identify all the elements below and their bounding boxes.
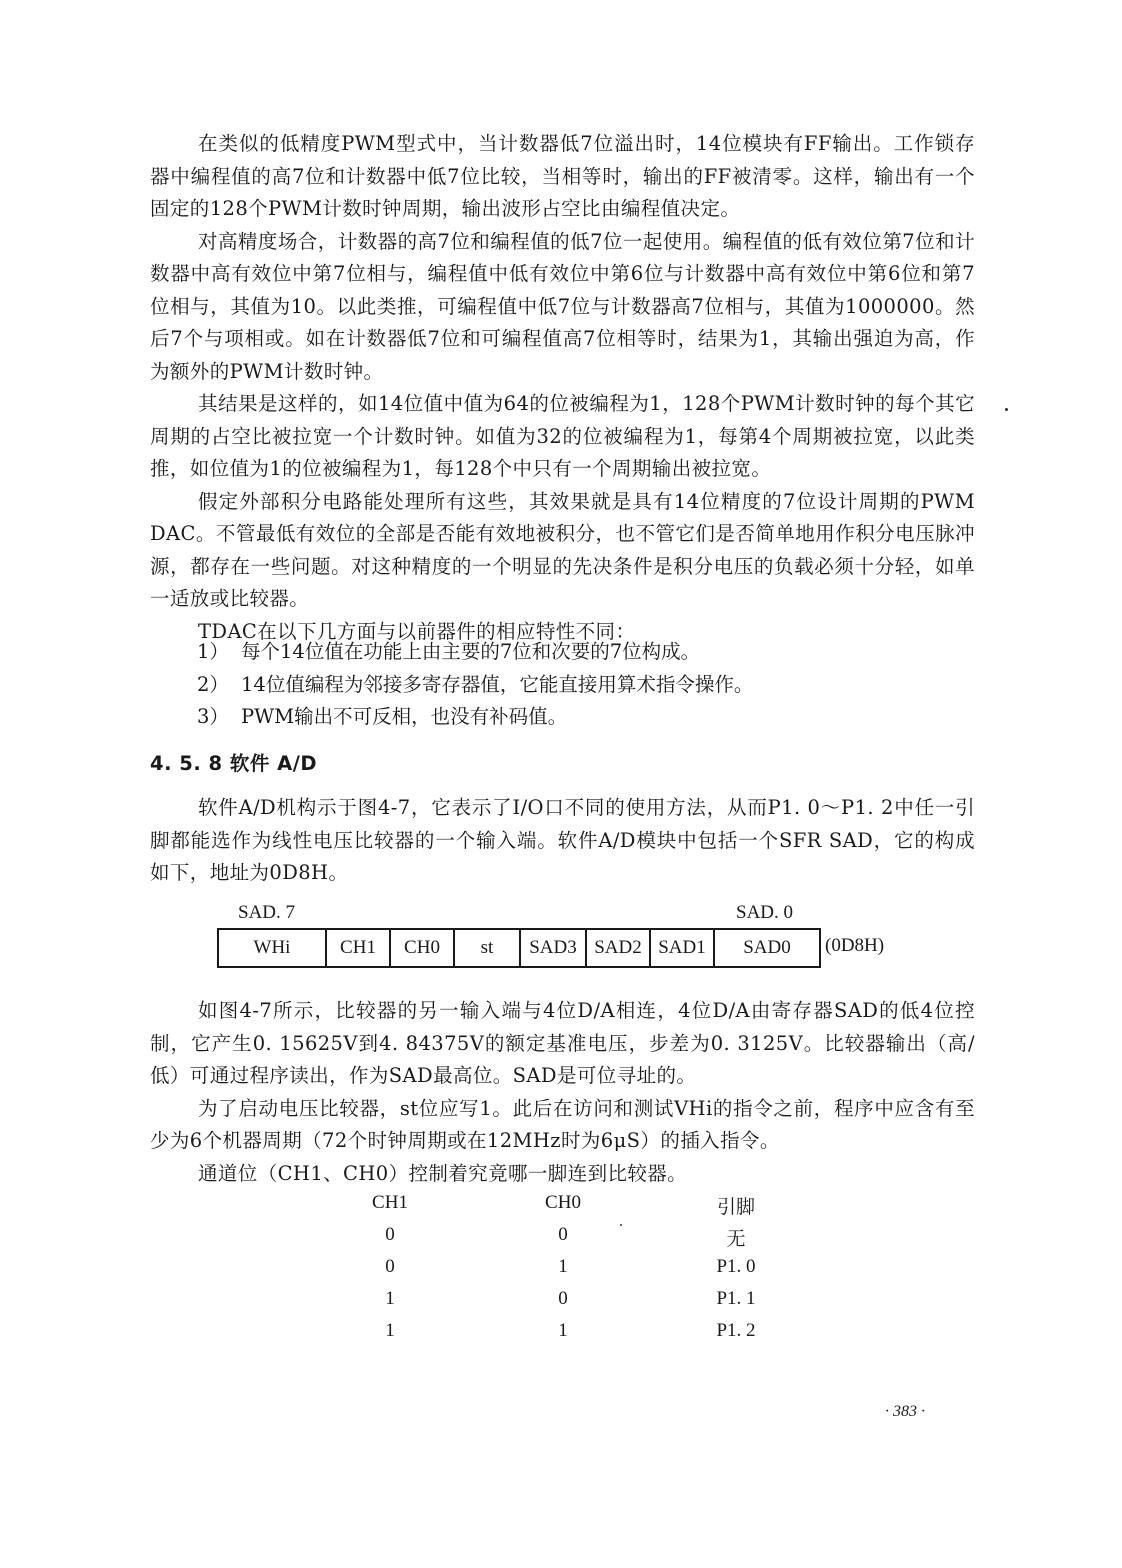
list-item-number: 2） (197, 672, 229, 696)
table-header-cell: CH1 (372, 1192, 408, 1213)
paragraph: 假定外部积分电路能处理所有这些，其效果就是具有14位精度的7位设计周期的PWM DAC。不管最低有效位的全部是否能有效地被积分，也不管它们是否简单地用作积分电压脉冲源，都存在一些问题。对这种精度的一个明显的先决条件是积分电压的负载必须十分轻，如单一适放或比较器。 (150, 489, 995, 610)
list-item (197, 669, 977, 702)
paragraph: 通道位（CH1、CH0）控制着究竟哪一脚连到比较器。 (198, 1161, 688, 1185)
table-cell: 0 (385, 1224, 395, 1245)
table-cell: 1 (385, 1288, 395, 1309)
register-cell: SAD1 (650, 929, 714, 967)
body-text-bottom (150, 995, 975, 1190)
body-text-top (150, 128, 995, 648)
table-cell: 0 (558, 1288, 568, 1309)
register-cell: SAD3 (520, 929, 586, 967)
register-cell: CH0 (390, 929, 454, 967)
feature-list (197, 636, 977, 734)
register-cell: SAD0 (714, 929, 820, 967)
table-cell: 1 (558, 1256, 568, 1277)
table-cell: 1 (385, 1320, 395, 1341)
table-cell: P1. 2 (716, 1320, 756, 1341)
register-cell: st (454, 929, 520, 967)
page-number: · 383 · (885, 1403, 925, 1420)
scan-speck (620, 1224, 622, 1226)
paragraph: 其结果是这样的，如14位值中值为64的位被编程为1，128个PWM计数时钟的每个其它周期的占空比被拉宽一个计数时钟。如值为32的位被编程为1，每第4个周期被拉宽，以此类推，如位值为1的位被编程为1，每128个中只有一个周期输出被拉宽。 (150, 392, 975, 480)
register-cell: SAD2 (586, 929, 650, 967)
paragraph: 在类似的低精度PWM型式中，当计数器低7位溢出时，14位模块有FF输出。工作锁存器中编程值的高7位和计数器中低7位比较，当相等时，输出的FF被清零。这样，输出有一个固定的128个PWM计数时钟周期，输出波形占空比由编程值决定。 (150, 132, 975, 220)
paragraph: TDAC在以下几方面与以前器件的相应特性不同： (198, 619, 636, 643)
register-address: (0D8H) (825, 935, 885, 956)
register-msb-label: SAD. 7 (238, 902, 296, 923)
list-item-number: 3） (197, 705, 229, 728)
scan-speck (1005, 408, 1008, 411)
table-cell: 无 (726, 1229, 746, 1250)
register-cell: WHi (218, 929, 326, 967)
table-cell: P1. 1 (716, 1288, 756, 1309)
list-item-text: 14位值编程为邻接多寄存器值，它能直接用算术指令操作。 (241, 672, 754, 696)
table-cell: 0 (385, 1256, 395, 1277)
list-item (197, 701, 977, 734)
table-cell: 1 (558, 1320, 568, 1341)
list-item-number: 1） (197, 640, 229, 663)
list-item-text: PWM输出不可反相，也没有补码值。 (241, 705, 568, 728)
table-header-cell: CH0 (545, 1192, 581, 1213)
table-cell: P1. 0 (716, 1256, 756, 1277)
paragraph: 对高精度场合，计数器的高7位和编程值的低7位一起使用。编程值的低有效位第7位和计数器中高有效位中第7位相与，编程值中低有效位中第6位与计数器中高有效位中第6位和第7位相与，其值为10。以此类推，可编程值中低7位与计数器高7位相与，其值为1000000。然后7个与项相或。如在计数器低7位和可编程值高7位相等时，结果为1，其输出强迫为高，作为额外的PWM计数时钟。 (150, 229, 975, 383)
register-cell: CH1 (326, 929, 390, 967)
list-item (197, 636, 977, 669)
section-heading: 4. 5. 8 软件 A/D (150, 752, 318, 775)
register-lsb-label: SAD. 0 (736, 902, 794, 923)
sad-register-diagram (217, 928, 821, 968)
paragraph: 为了启动电压比较器，st位应写1。此后在访问和测试VHi的指令之前，程序中应含有至少为6个机器周期（72个时钟周期或在12MHz时为6μS）的插入指令。 (150, 1096, 975, 1152)
paragraph: 如图4-7所示，比较器的另一输入端与4位D/A相连，4位D/A由寄存器SAD的低4位控制，它产生0. 15625V到4. 84375V的额定基准电压，步差为0. 3125V。比较器输出（高/低）可通过程序读出，作为SAD最高位。SAD是可位寻址的。 (150, 999, 975, 1087)
paragraph: 软件A/D机构示于图4-7，它表示了I/O口不同的使用方法，从而P1. 0～P1. 2中任一引脚都能选作为线性电压比较器的一个输入端。软件A/D模块中包括一个SFR SAD，它的构成如下，地址为0D8H。 (150, 796, 975, 884)
list-item-text: 每个14位值在功能上由主要的7位和次要的7位构成。 (241, 640, 701, 663)
table-cell: 0 (558, 1224, 568, 1245)
table-header-cell: 引脚 (716, 1197, 755, 1218)
body-text-ad (150, 792, 975, 890)
